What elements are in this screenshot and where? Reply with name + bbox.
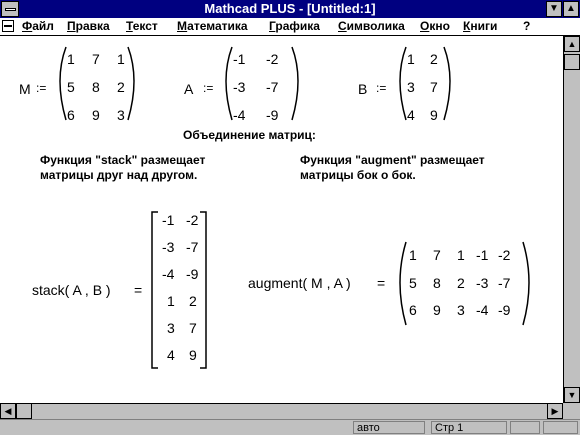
matrix-m-right-paren (128, 47, 134, 120)
vertical-scrollbar[interactable] (563, 36, 580, 403)
matrix-a-cell: -9 (266, 107, 279, 123)
matrix-b-right-paren (444, 47, 450, 120)
document-menu-button[interactable] (2, 20, 14, 32)
window-title: Mathcad PLUS - [Untitled:1] (204, 1, 376, 16)
stack-right-bracket (200, 212, 206, 368)
title-bar (0, 0, 580, 18)
minimize-button[interactable] (546, 1, 562, 17)
stack-result-cell: -1 (162, 212, 175, 228)
menu-text[interactable]: Текст (126, 19, 158, 33)
stack-result-cell: 7 (189, 320, 197, 336)
equals-sign: = (377, 275, 386, 291)
augment-result-cell: -3 (476, 275, 489, 291)
menu-books[interactable]: Книги (463, 19, 498, 33)
matrix-a-cell: -4 (233, 107, 246, 123)
arrow-right-icon: ▶ (551, 406, 559, 416)
augment-description-line: матрицы бок о бок. (300, 168, 416, 182)
matrix-b-cell: 4 (407, 107, 415, 123)
augment-result-cell: 2 (457, 275, 465, 291)
matrix-a-cell: -3 (233, 79, 246, 95)
matrix-m-cell: 1 (117, 51, 125, 67)
matrix-b-label: B (358, 81, 368, 97)
scroll-up-button[interactable] (564, 36, 580, 52)
horizontal-scroll-thumb[interactable] (16, 403, 32, 419)
augment-result-cell: -4 (476, 302, 489, 318)
arrow-down-icon: ▼ (567, 390, 577, 400)
stack-result-cell: -3 (162, 239, 175, 255)
augment-description-line: Функция "augment" размещает (300, 153, 485, 167)
status-field-empty (543, 421, 578, 434)
matrix-m-cell: 3 (117, 107, 125, 123)
maximize-button[interactable] (563, 1, 579, 17)
assign-operator: := (376, 81, 387, 95)
matrix-b-left-paren (400, 47, 406, 120)
matrix-a-cell: -7 (266, 79, 279, 95)
augment-expression: augment( M , A ) (248, 275, 351, 291)
status-mode: авто (353, 421, 425, 434)
status-bar (0, 419, 580, 435)
stack-description-line: матрицы друг над другом. (40, 168, 198, 182)
matrix-m-cell: 2 (117, 79, 125, 95)
matrix-a-left-paren (226, 47, 232, 120)
menu-bar (0, 18, 580, 36)
assign-operator: := (36, 81, 47, 95)
stack-result-cell: 1 (167, 293, 175, 309)
menu-edit[interactable]: Правка (67, 19, 110, 33)
augment-right-paren (523, 242, 529, 325)
matrix-m-cell: 1 (67, 51, 75, 67)
augment-left-paren (400, 242, 406, 325)
status-page: Стр 1 (431, 421, 507, 434)
matrix-m-left-paren (60, 47, 66, 120)
matrix-a-label: A (184, 81, 194, 97)
augment-result-cell: -7 (498, 275, 511, 291)
matrix-b-cell: 7 (430, 79, 438, 95)
menu-file[interactable]: Файл (22, 19, 54, 33)
triangle-down-icon: ▼ (549, 3, 559, 14)
menu-math[interactable]: Математика (177, 19, 248, 33)
horizontal-scrollbar[interactable] (0, 403, 563, 419)
stack-result-cell: 3 (167, 320, 175, 336)
stack-result-cell: -4 (162, 266, 175, 282)
assign-operator: := (203, 81, 214, 95)
matrix-a-cell: -1 (233, 51, 246, 67)
matrix-brackets (0, 36, 563, 403)
stack-result-cell: 4 (167, 347, 175, 363)
stack-expression: stack( A , B ) (32, 282, 111, 298)
menu-symbolics[interactable]: Символика (338, 19, 405, 33)
stack-result-cell: -9 (186, 266, 199, 282)
matrix-m-cell: 8 (92, 79, 100, 95)
augment-result-cell: 7 (433, 247, 441, 263)
matrix-m-cell: 5 (67, 79, 75, 95)
stack-result-cell: -7 (186, 239, 199, 255)
worksheet[interactable] (0, 36, 563, 403)
matrix-m-cell: 7 (92, 51, 100, 67)
matrix-b-cell: 2 (430, 51, 438, 67)
menu-graphics[interactable]: Графика (269, 19, 320, 33)
scroll-right-button[interactable] (547, 403, 563, 419)
matrix-b-cell: 3 (407, 79, 415, 95)
augment-result-cell: 1 (409, 247, 417, 263)
menu-window[interactable]: Окно (420, 19, 450, 33)
matrix-m-cell: 6 (67, 107, 75, 123)
stack-description-line: Функция "stack" размещает (40, 153, 206, 167)
augment-result-cell: -9 (498, 302, 511, 318)
scroll-down-button[interactable] (564, 387, 580, 403)
stack-result-cell: -2 (186, 212, 199, 228)
vertical-scroll-thumb[interactable] (564, 54, 580, 70)
matrix-m-cell: 9 (92, 107, 100, 123)
matrix-m-label: M (19, 81, 31, 97)
augment-result-cell: -2 (498, 247, 511, 263)
stack-result-cell: 9 (189, 347, 197, 363)
matrix-b-cell: 1 (407, 51, 415, 67)
augment-result-cell: 3 (457, 302, 465, 318)
augment-result-cell: 1 (457, 247, 465, 263)
matrix-a-right-paren (292, 47, 298, 120)
augment-result-cell: -1 (476, 247, 489, 263)
scrollbar-corner (563, 403, 580, 419)
stack-left-bracket (152, 212, 158, 368)
matrix-a-cell: -2 (266, 51, 279, 67)
arrow-left-icon: ◀ (4, 406, 12, 416)
augment-result-cell: 8 (433, 275, 441, 291)
status-field-empty (510, 421, 540, 434)
triangle-up-icon: ▲ (566, 3, 576, 14)
scroll-left-button[interactable] (0, 403, 16, 419)
arrow-up-icon: ▲ (567, 39, 577, 49)
dash-icon (4, 25, 12, 27)
section-heading: Объединение матриц: (183, 128, 316, 142)
augment-result-cell: 5 (409, 275, 417, 291)
augment-result-cell: 9 (433, 302, 441, 318)
matrix-b-cell: 9 (430, 107, 438, 123)
stack-result-cell: 2 (189, 293, 197, 309)
menu-help[interactable]: ? (523, 19, 531, 33)
augment-result-cell: 6 (409, 302, 417, 318)
equals-sign: = (134, 282, 143, 298)
